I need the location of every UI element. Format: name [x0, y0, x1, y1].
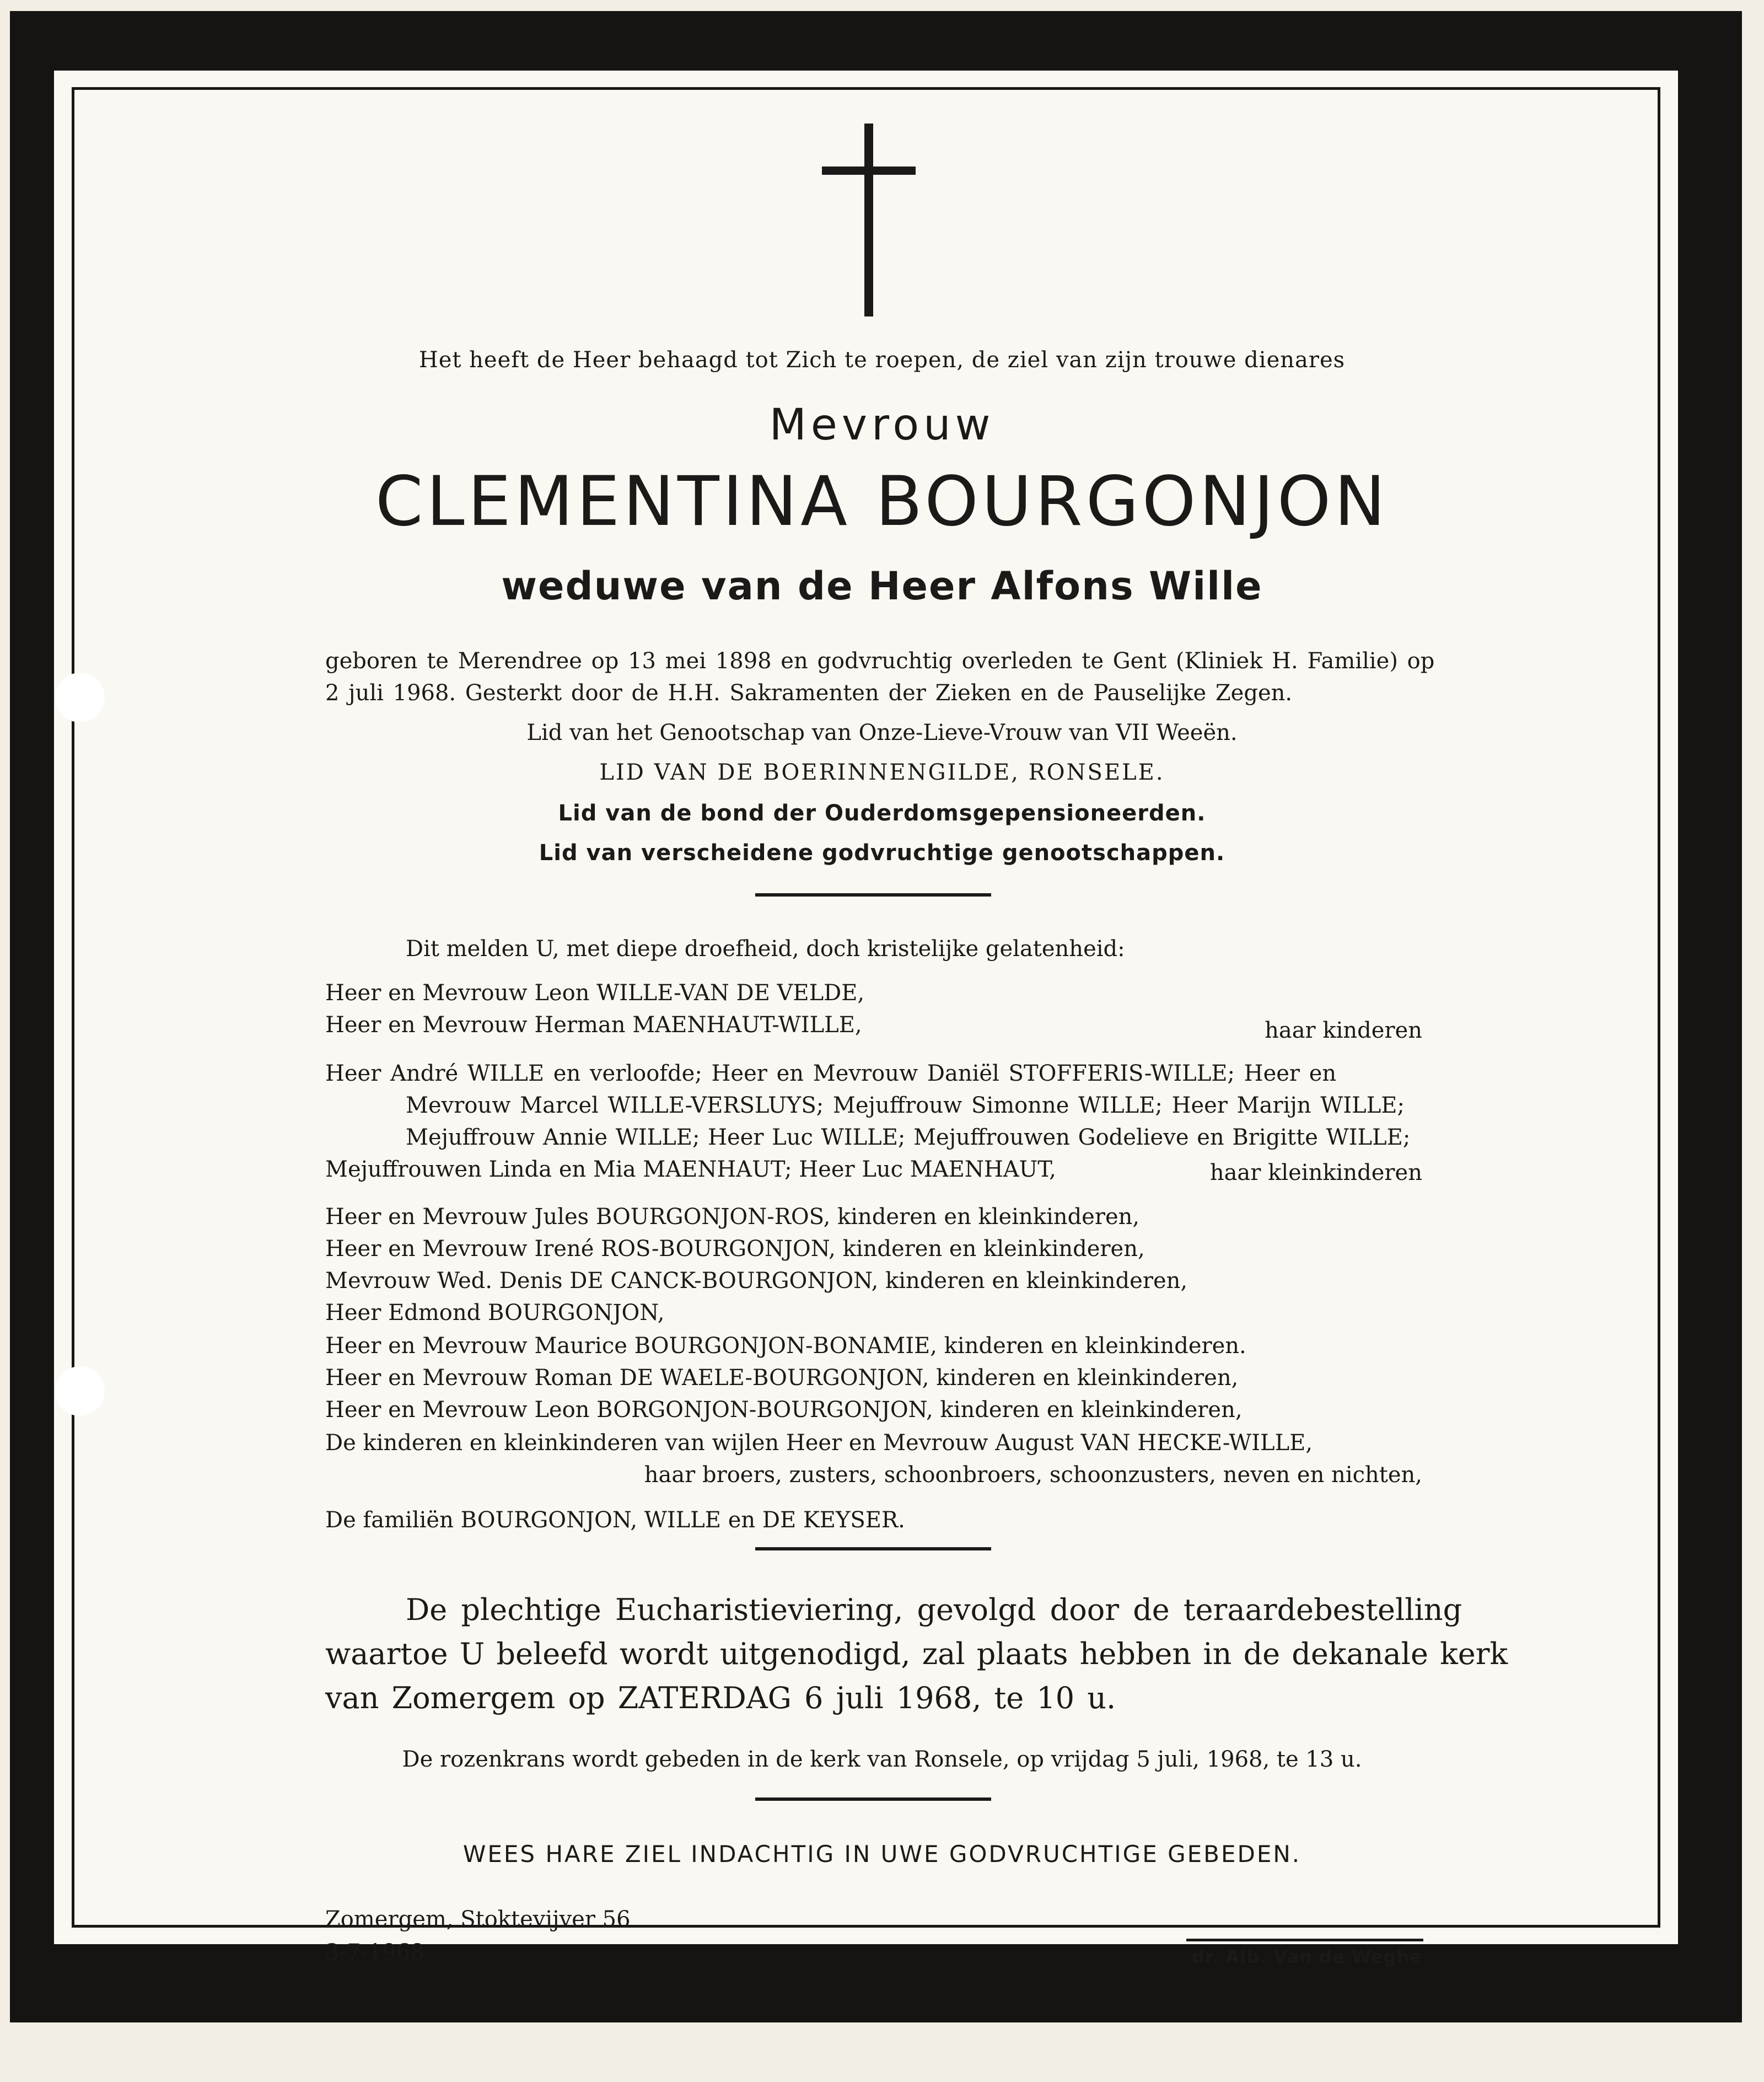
relative-2: Heer en Mevrouw Irené ROS-BOURGONJON, kinderen en kleinkinderen, [325, 1236, 1145, 1262]
birth-line-2: 2 juli 1968. Gesterkt door de H.H. Sakramenten der Zieken en de Pauselijke Zegen. [325, 680, 1293, 706]
relative-3: Mevrouw Wed. Denis DE CANCK-BOURGONJON, kinderen en kleinkinderen, [325, 1268, 1188, 1294]
intro-line: Het heeft de Heer behaagd tot Zich te roepen, de ziel van zijn trouwe dienares [418, 347, 1346, 373]
relative-4: Heer Edmond BOURGONJON, [325, 1300, 665, 1326]
closing-line: WEES HARE ZIEL INDACHTIG IN UWE GODVRUCHTIGE GEBEDEN. [462, 1840, 1302, 1868]
grandchildren-line-3: Mejuffrouw Annie WILLE; Heer Luc WILLE; Mejuffrouwen Godelieve en Brigitte WILLE; [406, 1125, 1411, 1150]
date: 3-7-1968 [325, 1940, 424, 1965]
membership-1: Lid van het Genootschap van Onze-Lieve-Vrouw van VII Weeën. [526, 720, 1238, 745]
deceased-name: CLEMENTINA BOURGONJON [375, 462, 1389, 541]
announcement-line: Dit melden U, met diepe droefheid, doch kristelijke gelatenheid: [406, 936, 1125, 962]
rosary-line: De rozenkrans wordt gebeden in de kerk van Ronsele, op vrijdag 5 juli, 1968, te 13 u. [402, 1747, 1362, 1772]
membership-2: LID VAN DE BOERINNENGILDE, RONSELE. [599, 760, 1165, 785]
child-2: Heer en Mevrouw Herman MAENHAUT-WILLE, [325, 1012, 862, 1038]
child-1: Heer en Mevrouw Leon WILLE-VAN DE VELDE, [325, 980, 865, 1006]
cross-icon [822, 124, 916, 316]
relative-1: Heer en Mevrouw Jules BOURGONJON-ROS, kinderen en kleinkinderen, [325, 1204, 1140, 1230]
divider-1 [755, 893, 991, 897]
punch-hole-bottom [55, 1366, 105, 1416]
relative-6: Heer en Mevrouw Roman DE WAELE-BOURGONJON, kinderen en kleinkinderen, [325, 1365, 1239, 1391]
mass-line-2: waartoe U beleefd wordt uitgenodigd, zal plaats hebben in de dekanale kerk [325, 1636, 1508, 1671]
siblings-line: haar broers, zusters, schoonbroers, schoonzusters, neven en nichten, [644, 1462, 1422, 1488]
honorific: Mevrouw [769, 400, 995, 450]
divider-2 [755, 1547, 991, 1550]
birth-line-1: geboren te Merendree op 13 mei 1898 en godvruchtig overleden te Gent (Kliniek H. Familie) op [325, 648, 1435, 674]
relative-8: De kinderen en kleinkinderen van wijlen Heer en Mevrouw August VAN HECKE-WILLE, [325, 1430, 1313, 1456]
grandchildren-line-1: Heer André WILLE en verloofde; Heer en Mevrouw Daniël STOFFERIS-WILLE; Heer en [325, 1061, 1337, 1086]
children-label: haar kinderen [1265, 1018, 1422, 1043]
mass-line-1: De plechtige Eucharistieviering, gevolgd door de teraardebestelling [406, 1592, 1462, 1627]
punch-hole-top [55, 673, 105, 722]
relative-7: Heer en Mevrouw Leon BORGONJON-BOURGONJON, kinderen en kleinkinderen, [325, 1397, 1243, 1423]
families-line: De familiën BOURGONJON, WILLE en DE KEYSER. [325, 1507, 905, 1533]
membership-3: Lid van de bond der Ouderdomsgepensioneerden. [558, 801, 1206, 826]
membership-4: Lid van verscheidene godvruchtige genootschappen. [539, 840, 1225, 866]
grandchildren-line-2: Mevrouw Marcel WILLE-VERSLUYS; Mejuffrouw Simonne WILLE; Heer Marijn WILLE; [406, 1093, 1405, 1118]
mass-line-3: van Zomergem op ZATERDAG 6 juli 1968, te 10 u. [325, 1681, 1116, 1715]
relative-5: Heer en Mevrouw Maurice BOURGONJON-BONAMIE, kinderen en kleinkinderen. [325, 1333, 1246, 1359]
widow-of-line: weduwe van de Heer Alfons Wille [501, 564, 1263, 609]
printer-credit: dr. Alb. Van de Weghe [1192, 1946, 1422, 1967]
address: Zomergem, Stoktevijver 56 [325, 1907, 631, 1932]
printer-rule [1186, 1939, 1423, 1941]
divider-3 [755, 1797, 991, 1801]
grandchildren-label: haar kleinkinderen [1209, 1160, 1422, 1185]
grandchildren-line-4: Mejuffrouwen Linda en Mia MAENHAUT; Heer Luc MAENHAUT, [325, 1157, 1056, 1182]
